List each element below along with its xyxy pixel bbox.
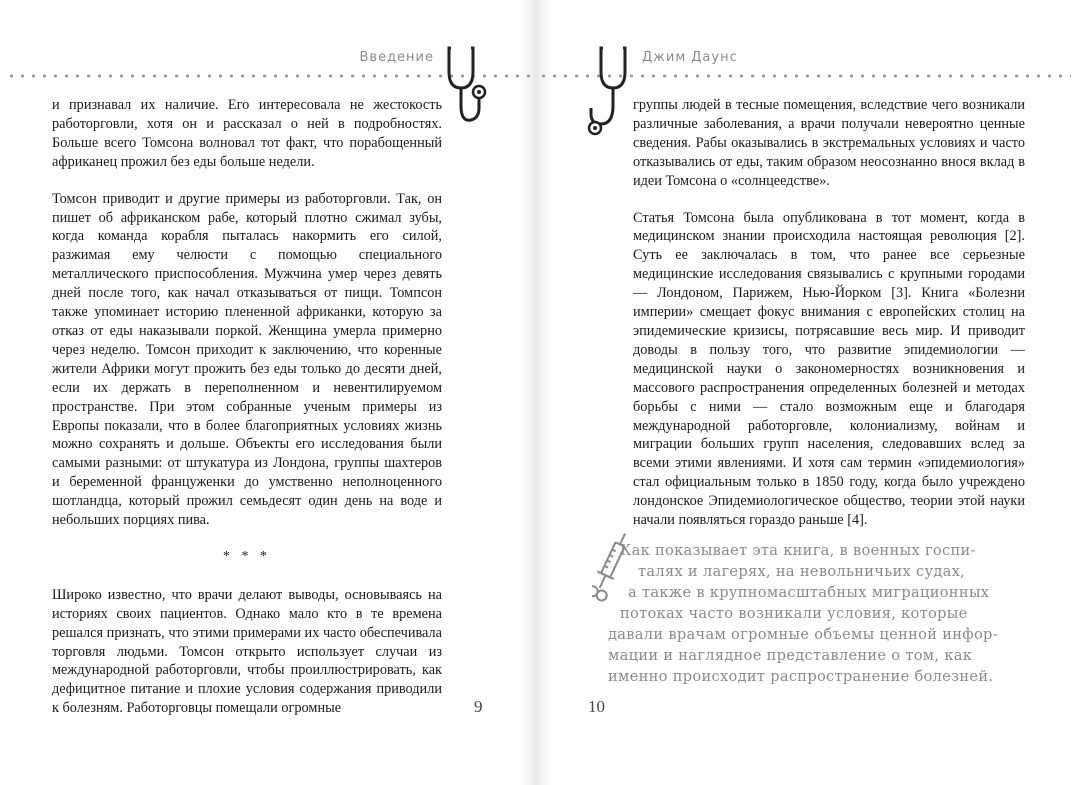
- right-paragraph-1: группы людей в тесные помещения, вследствие чего возникали различные заболевания, а врачи получали невероятно ценные сведения. Рабы оказывались в экстремальных условиях и часто отказывались от еды, таким образом неосознанно внося вклад в идеи Томсона о «солнцеедстве».: [633, 97, 1025, 189]
- left-body-text: [52, 96, 442, 718]
- running-head-left: Введение: [359, 50, 434, 65]
- pull-quote-line: давали врачам огромные объемы ценной инфор-: [608, 626, 998, 643]
- left-paragraph-3: Широко известно, что врачи делают выводы, основываясь на историях своих пациентов. Однако мало кто в те времена решался признать, что этими примерами их часто обеспечивала торговля людьми. Томсон открыто использует случаи из международной работорговли, чтобы проиллюстрировать, как дефицитное питание и плохие условия содержания приводили к болезням. Работорговцы помещали огромные: [52, 586, 442, 717]
- gutter-shadow: [538, 0, 552, 785]
- pull-quote-line: именно происходит распространение болезней.: [608, 668, 994, 685]
- left-paragraph-1: и признавал их наличие. Его интересовала не жестокость работорговли, хотя он и рассказал о ней в подробностях. Больше всего Томсона волновал тот факт, что порабощенный африканец прожил без еды больше недели.: [52, 97, 442, 170]
- syringe-icon: [592, 528, 626, 608]
- gutter-shadow: [520, 0, 534, 785]
- right-body-text: [633, 96, 1025, 530]
- section-separator: * * *: [223, 548, 271, 564]
- pull-quote-line: мации и наглядное представление о том, как: [608, 647, 973, 664]
- left-paragraph-2: Томсон приводит и другие примеры из работорговли. Так, он пишет об африканском рабе, который плотно сжимал зубы, когда команда корабля пыталась накормить его силой, разжимая ему челюсти с помощью специального металлического приспособления. Мужчина умер через девять дней после того, как начал отказываться от пищи. Томпсон также упоминает историю плененной африканки, которую за отказ от еды наказывали поркой. Женщина умерла примерно через неделю. Томсон приходит к заключению, что коренные жители Африки могут прожить без еды только до десяти дней, если их держать в переполненном и невентилируемом пространстве. При этом собранные ученым примеры из Европы показали, что в более благоприятных условиях жизнь можно сохранять и дольше. Объекты его исследования были самыми разными: от штукатура из Лондона, группы шахтеров и беременной француженки до умственно неполноценного шотландца, который прожил семьдесят один день на воде и небольших порциях пива.: [52, 190, 442, 529]
- stethoscope-icon: [443, 44, 491, 136]
- running-head-right: Джим Даунс: [642, 50, 738, 65]
- pull-quote-line: талях и лагерях, на невольничьих судах,: [638, 563, 966, 580]
- stethoscope-icon: [583, 44, 631, 136]
- pull-quote: [608, 540, 1040, 687]
- page-number-right: 10: [588, 697, 605, 716]
- pull-quote-line: потоках часто возникали условия, которые: [620, 605, 968, 622]
- pull-quote-line: а также в крупномасштабных миграционных: [628, 584, 990, 601]
- right-paragraph-2: Статья Томсона была опубликована в тот момент, когда в медицинском знании происходила настоящая революция [2]. Суть ее заключалась в том, что ранее все серьезные медицинские исследования связывались с крупными городами — Лондоном, Парижем, Нью-Йорком [3]. Книга «Болезни империи» смещает фокус внимания с европейских столиц на эпидемические кризисы, потрясавшие весь мир. И приводит доводы в пользу того, что развитие эпидемиологии — медицинской науки о закономерностях возникновения и массового распространения определенных болезней и методах борьбы с ними — стало возможным еще и благодаря международной работорговле, колониализму, войнам и миграции больших групп населения, следовавших вслед за всеми этими явлениями. И хотя сам термин «эпидемиология» стал официальным только в 1850 году, когда было учреждено лондонское Эпидемиологическое общество, теории этой науки начали появляться гораздо раньше [4].: [633, 209, 1025, 529]
- page-number-left: 9: [474, 697, 483, 716]
- pull-quote-line: Как показывает эта книга, в военных госпи-: [620, 542, 976, 559]
